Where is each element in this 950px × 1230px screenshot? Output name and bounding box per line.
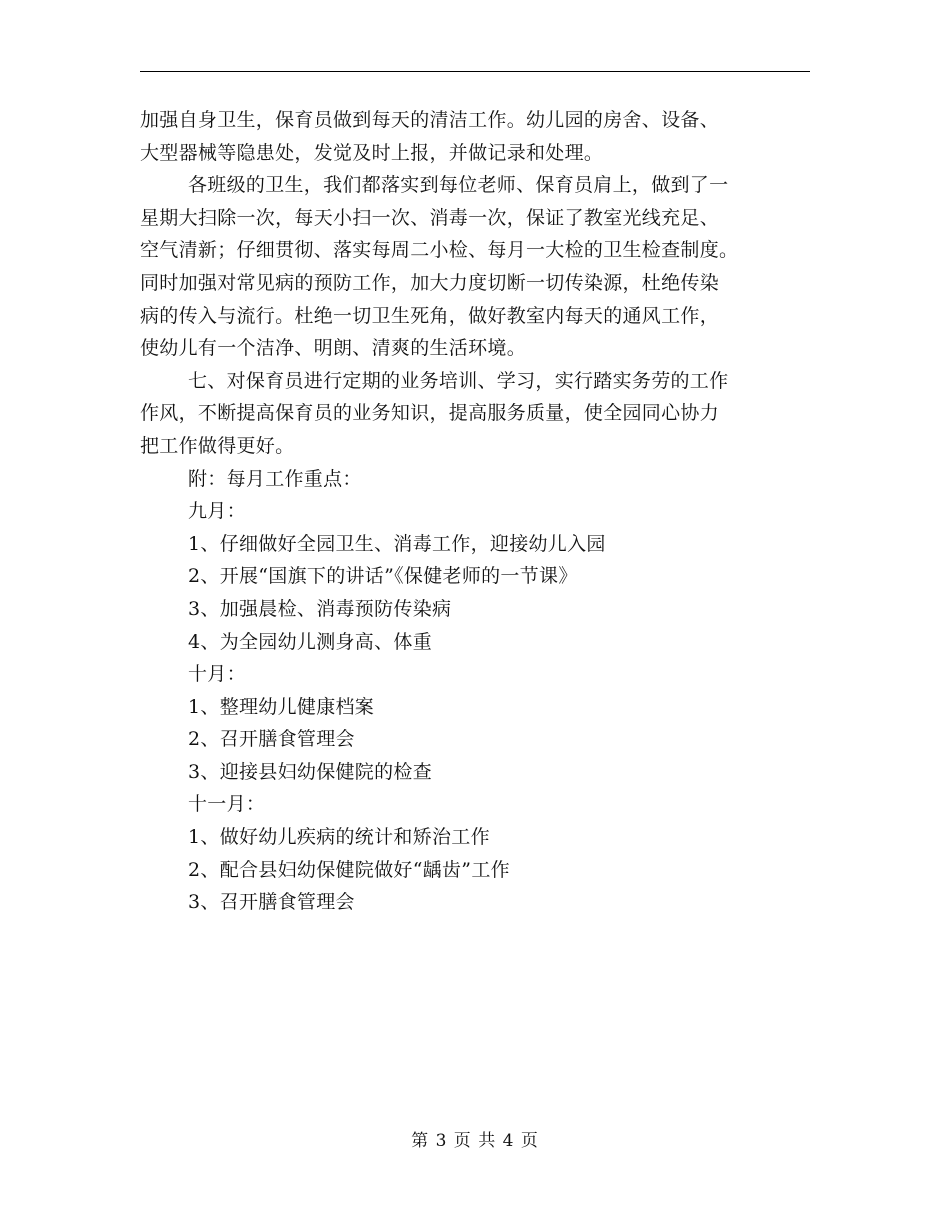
list-item: 1、整理幼儿健康档案	[188, 695, 375, 718]
month-heading: 十一月：	[188, 793, 266, 816]
header-rule	[140, 71, 810, 72]
text-line: 作风，不断提高保育员的业务知识，提高服务质量，使全园同心协力	[140, 402, 720, 425]
text-line: 空气清新；仔细贯彻、落实每周二小检、每月一大检的卫生检查制度。	[140, 239, 739, 262]
text-line: 病的传入与流行。杜绝一切卫生死角，做好教室内每天的通风工作，	[140, 304, 720, 327]
text-line: 加强自身卫生，保育员做到每天的清洁工作。幼儿园的房舍、设备、	[140, 109, 720, 131]
section-heading: 附：每月工作重点：	[188, 467, 362, 490]
list-item: 1、仔细做好全园卫生、消毒工作，迎接幼儿入园	[188, 532, 606, 555]
list-item: 3、加强晨检、消毒预防传染病	[188, 597, 452, 620]
text-line: 七、对保育员进行定期的业务培训、学习，实行踏实务劳的工作	[188, 369, 729, 392]
list-item: 3、召开膳食管理会	[188, 891, 355, 914]
text-line: 星期大扫除一次，每天小扫一次、消毒一次，保证了教室光线充足、	[140, 206, 720, 229]
text-line: 把工作做得更好。	[140, 434, 295, 457]
text-line: 使幼儿有一个洁净、明朗、清爽的生活环境。	[140, 337, 527, 360]
page-number: 第 3 页 共 4 页	[411, 1131, 539, 1151]
month-heading: 九月：	[188, 500, 246, 523]
list-item: 1、做好幼儿疾病的统计和矫治工作	[188, 826, 490, 849]
text-line: 各班级的卫生，我们都落实到每位老师、保育员肩上，做到了一	[188, 174, 729, 197]
text-line: 同时加强对常见病的预防工作，加大力度切断一切传染源，杜绝传染	[140, 271, 720, 294]
list-item: 2、开展“国旗下的讲话”《保健老师的一节课》	[188, 565, 578, 588]
list-item: 4、为全园幼儿测身高、体重	[188, 630, 432, 653]
list-item: 2、召开膳食管理会	[188, 728, 355, 751]
list-item: 3、迎接县妇幼保健院的检查	[188, 760, 432, 783]
list-item: 2、配合县妇幼保健院做好“龋齿”工作	[188, 858, 510, 881]
text-line: 大型器械等隐患处，发觉及时上报，并做记录和处理。	[140, 141, 604, 164]
month-heading: 十月：	[188, 663, 246, 686]
document-body	[140, 104, 820, 919]
